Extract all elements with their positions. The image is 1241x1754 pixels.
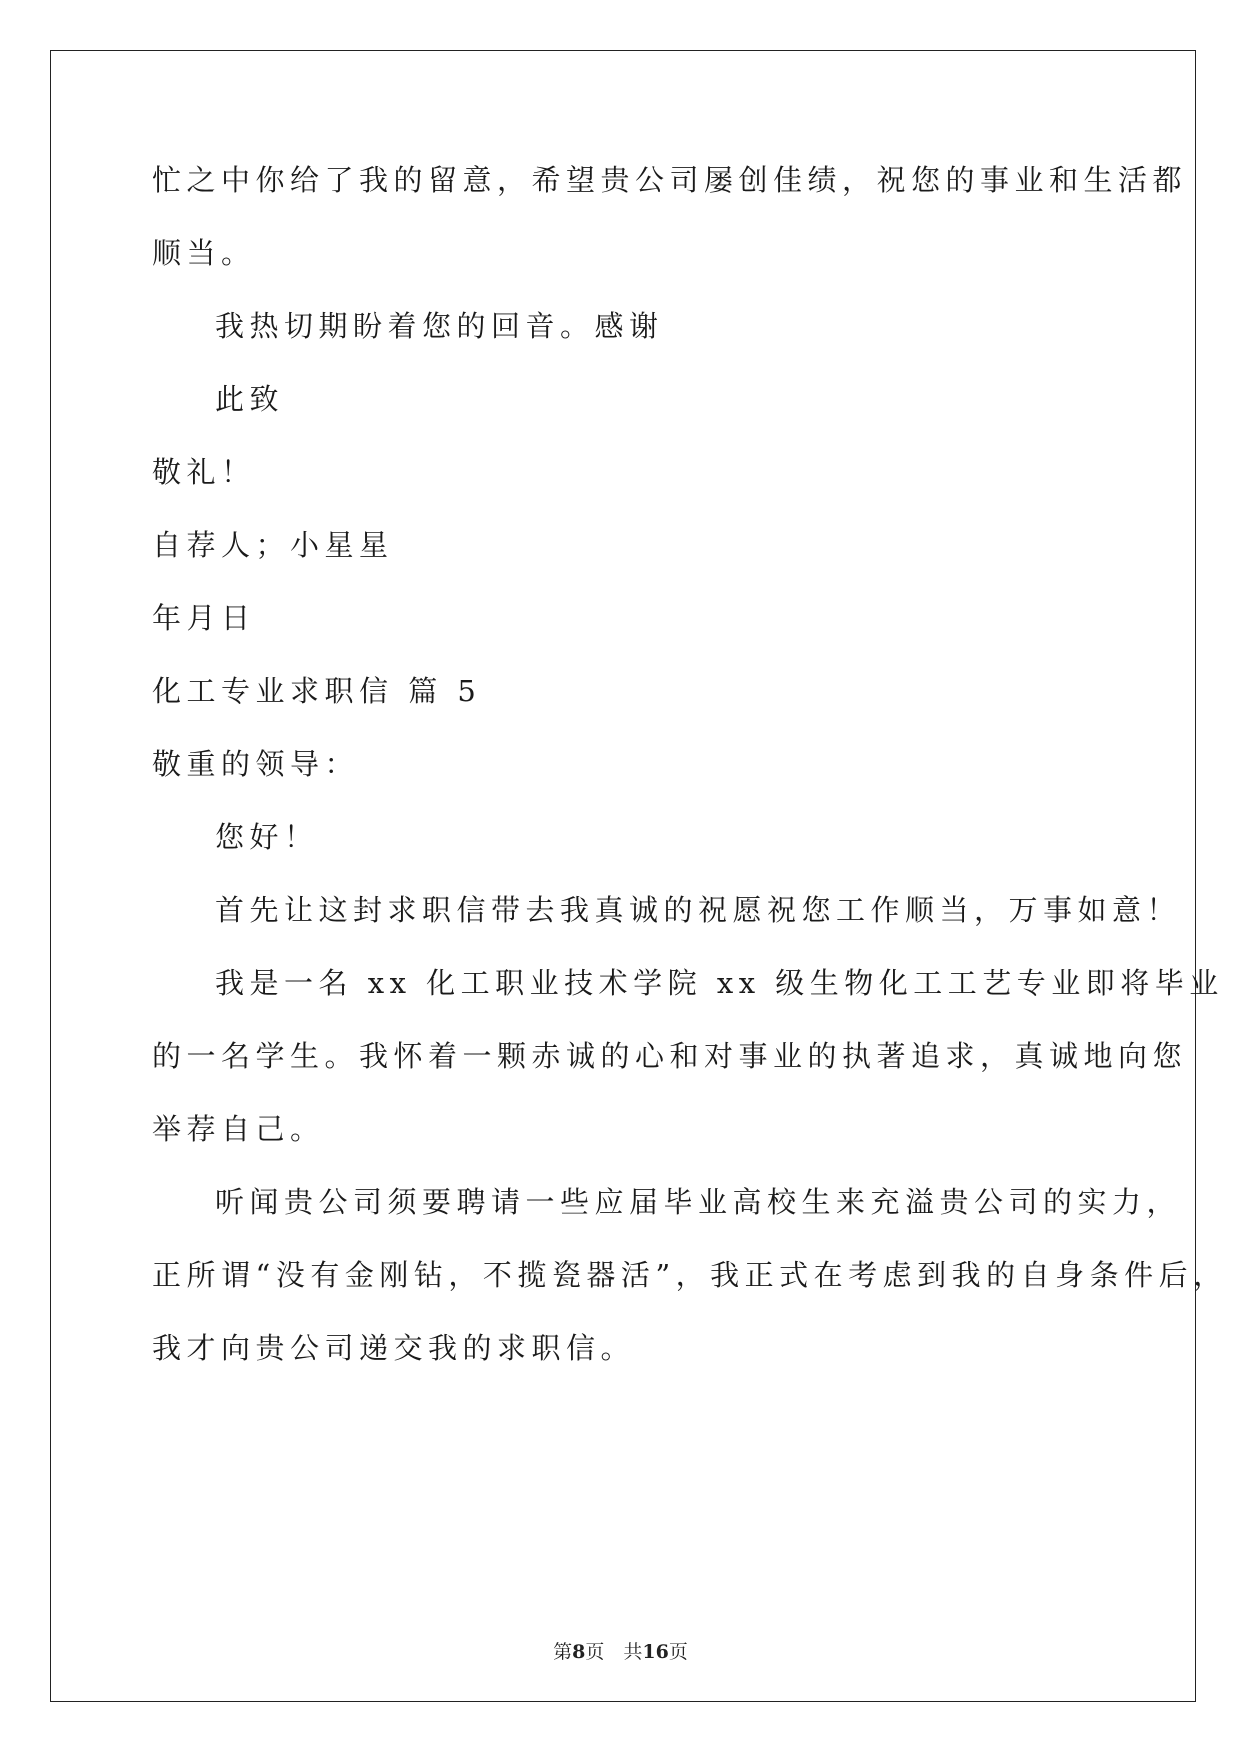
text-line: 我才向贵公司递交我的求职信。	[152, 1331, 636, 1365]
text-line: 我热切期盼着您的回音。感谢	[215, 309, 664, 343]
text-line: 敬重的领导：	[152, 747, 360, 781]
text-line: 年月日	[152, 601, 256, 635]
text-line: 此致	[215, 382, 285, 416]
page-border	[50, 50, 1196, 1702]
text-line: 敬礼！	[152, 455, 256, 489]
text-line: 顺当。	[152, 236, 256, 270]
footer-suffix: 页	[668, 1641, 688, 1663]
current-page-number: 8	[572, 1641, 586, 1663]
text-line: 自荐人；小星星	[152, 528, 394, 562]
text-line: 首先让这封求职信带去我真诚的祝愿祝您工作顺当，万事如意！	[215, 893, 1182, 927]
text-line: 的一名学生。我怀着一颗赤诚的心和对事业的执著追求，真诚地向您	[152, 1039, 1188, 1073]
text-line: 正所谓“没有金刚钻，不揽瓷器活”，我正式在考虑到我的自身条件后，	[152, 1258, 1228, 1292]
section-heading: 化工专业求职信 篇 5	[152, 674, 482, 708]
footer-prefix: 第	[553, 1641, 573, 1663]
text-line: 举荐自己。	[152, 1112, 325, 1146]
text-line: 我是一名 xx 化工职业技术学院 xx 级生物化工工艺专业即将毕业	[215, 966, 1224, 1000]
text-line: 忙之中你给了我的留意，希望贵公司屡创佳绩，祝您的事业和生活都	[152, 163, 1188, 197]
total-page-number: 16	[642, 1641, 669, 1663]
text-line: 听闻贵公司须要聘请一些应届毕业高校生来充溢贵公司的实力，	[215, 1185, 1182, 1219]
footer-mid: 页 共	[585, 1641, 643, 1663]
page-footer	[0, 1637, 1241, 1664]
text-line: 您好！	[215, 820, 319, 854]
